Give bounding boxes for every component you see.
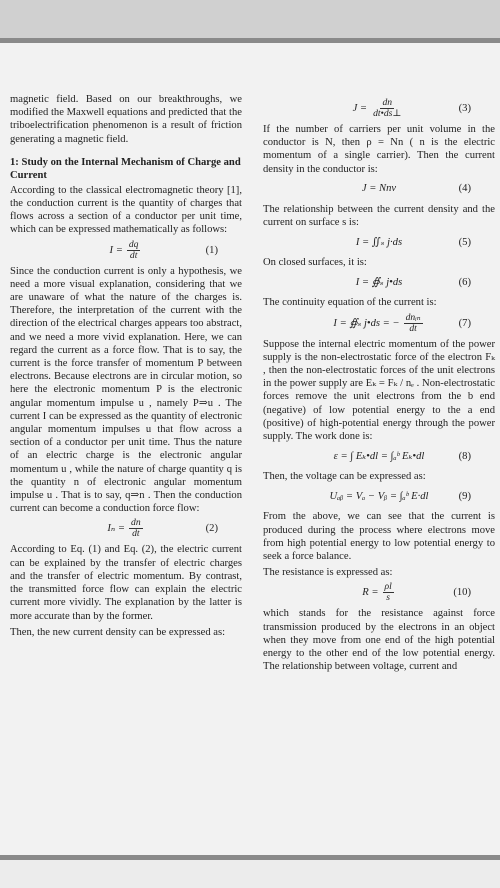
left-column bbox=[10, 93, 242, 642]
bottom-bar bbox=[0, 860, 500, 888]
equation-8: ε = ∫ Eₖ•dl = ∫ₐᵇ Eₖ•dl (8) bbox=[333, 450, 471, 462]
equation-4: J = Nnv (4) bbox=[361, 183, 471, 195]
equation-number: (8) bbox=[458, 450, 471, 462]
paragraph: Suppose the internal electric momentum of the power supply is the non-electrostatic force of the electron Fₖ , then the non-electrostatic forces of the unit electrons in the power supply are Eₖ = Fₖ / nₑ . Non-electrostatic forces remove the unit electrons from the b end (negative) of low potential energy to the a end (positive) of high-potential energy through the power supply. The work done is: bbox=[263, 338, 495, 443]
section-heading: 1: Study on the Internal Mechanism of Charge and Current bbox=[10, 156, 241, 181]
equation-6: I = ∯ₛ j•ds (6) bbox=[355, 276, 471, 288]
equation-number: (7) bbox=[458, 317, 471, 329]
paragraph: The resistance is expressed as: bbox=[263, 567, 393, 579]
equation-number: (4) bbox=[458, 183, 471, 195]
paragraph: The continuity equation of the current is: bbox=[263, 297, 437, 309]
equation-number: (1) bbox=[205, 244, 218, 256]
top-bar bbox=[0, 0, 500, 38]
equation-2: Iₙ = $\frac{dn}{dt}$ (2) bbox=[107, 517, 218, 540]
equation-3: J = $\frac{dn}{dt•ds\perp}$ (3) bbox=[352, 97, 471, 119]
paragraph: According to the classical electromagnetic theory [1], the conduction current is the quantity of charges that flows across a section of a conductor per unit time, which can be expressed mathematically as follows: bbox=[10, 184, 242, 236]
equation-number: (3) bbox=[458, 102, 471, 114]
paragraph: Then, the voltage can be expressed as: bbox=[263, 471, 426, 483]
equation-10: R = $\frac{\rho l}{s}$ (10) bbox=[362, 581, 471, 604]
equation-5: I = ∬ₛ j·ds (5) bbox=[355, 236, 471, 248]
equation-number: (2) bbox=[205, 523, 218, 535]
paragraph: The relationship between the current density and the current on surface s is: bbox=[263, 203, 495, 229]
equation-number: (6) bbox=[458, 276, 471, 288]
paragraph: From the above, we can see that the current is produced during the process where electrons move from high potential energy to low potential energy to seek a force balance. bbox=[263, 511, 495, 563]
paragraph: If the number of carriers per unit volume in the conductor is N, then ρ = Nn ( n is the electric momentum of a single carrier). Then the current density in the conductor is: bbox=[263, 124, 495, 175]
equation-number: (10) bbox=[453, 587, 471, 599]
equation-number: (9) bbox=[458, 490, 471, 502]
paragraph: According to Eq. (1) and Eq. (2), the electric current can be explained by the transfer of electric charges and the transfer of electric momentum. By contrast, the transmitted force flow can explain the electric current more vividly. The explanation by the latter is more accurate than by the former. bbox=[10, 544, 242, 622]
equation-7: I = ∯ₛ j•ds = − $\frac{\text{dnᵢₙ}}{dt}$ (7) bbox=[333, 311, 471, 334]
paragraph: magnetic field. Based on our breakthroughs, we modified the Maxwell equations and predicted that the triboelectrification phenomenon is a result of friction generating a magnetic field. bbox=[10, 94, 242, 145]
right-column bbox=[263, 95, 495, 676]
document-page bbox=[0, 43, 500, 855]
paragraph: Then, the new current density can be expressed as: bbox=[10, 626, 226, 638]
equation-number: (5) bbox=[458, 236, 471, 248]
paragraph: which stands for the resistance against force transmission produced by the electrons in an object when they move from one end of the high potential energy to the other end of the low potential energy. The relationship between voltage, current and bbox=[263, 608, 495, 673]
equation-9: Uₐᵦ = Vₐ − Vᵦ = ∫ₐᵇ E·dl (9) bbox=[329, 490, 471, 502]
paragraph: On closed surfaces, it is: bbox=[263, 257, 367, 269]
equation-1: I = $\frac{dq}{dt}$ (1) bbox=[109, 238, 218, 261]
paragraph: Since the conduction current is only a hypothesis, we need a more visual explanation, considering that we are unaware of what the nature of the charges is. Therefore, the interpretation of the current with the direction of the electrical charges appears too abstract, and we need a more vivid explanation. Here, we can regard the current as a force flow. That is to say, the current is the force transfer of momentum P between electrons. Because electrons are in circular motion, so here the electronic momentum P is the electronic angular momentum impulse u , namely P⇒u . The current I can be expressed as the quantity of electronic angular momentum impulses u that flow across a section of a conductor per unit time. Thus the nature of an electric charge is the electronic angular momentum u , while the nature of charge quantity q is the quantity n of electronic angular momentum impulse u . That is to say, q⇒n . Then the conduction current can become a conduction force flow: bbox=[10, 265, 242, 515]
